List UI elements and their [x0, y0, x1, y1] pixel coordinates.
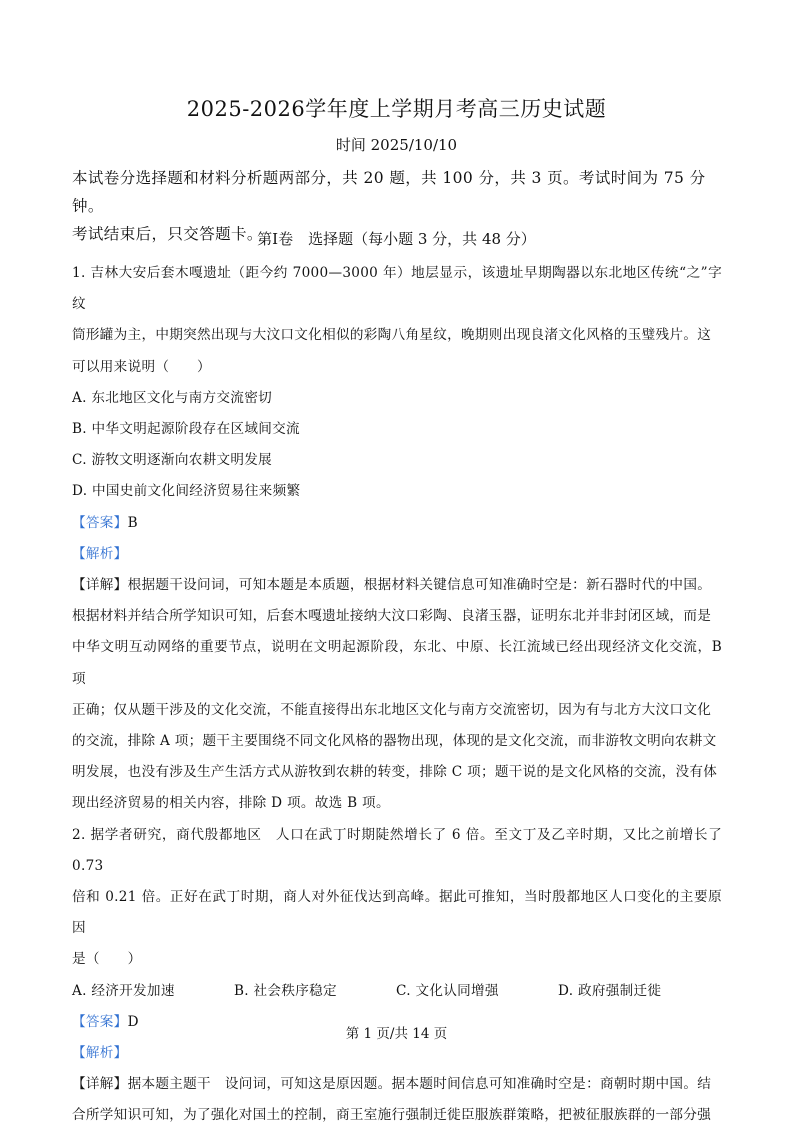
options-row	[72, 976, 722, 1007]
question-stem-line: 1. 吉林大安后套木嘎遗址（距今约 7000—3000 年）地层显示，该遗址早期陶器以东北地区传统“之”字纹	[72, 265, 722, 313]
option-a: A. 东北地区文化与南方交流密切	[72, 389, 272, 406]
option-d: D. 中国史前文化间经济贸易往来频繁	[72, 483, 301, 500]
answer-label: 【答案】	[72, 514, 128, 531]
detail-line: 现出经济贸易的相关内容，排除 D 项。故选 B 项。	[72, 795, 390, 812]
detail-label: 【详解】	[72, 577, 128, 594]
question-stem-line: 倍和 0.21 倍。正好在武丁时期，商人对外征伐达到高峰。据此可推知，当时殷都地区人口变化的主要原因	[72, 889, 722, 937]
option-d: D. 政府强制迁徙	[558, 982, 662, 999]
detail-line: 明发展，也没有涉及生产生活方式从游牧到农耕的转变，排除 C 项；题干说的是文化风格的交流，没有体	[72, 764, 718, 781]
question-stem-line: 筒形罐为主，中期突然出现与大汶口文化相似的彩陶八角星纹，晚期则出现良渚文化风格的玉璧残片。这	[72, 327, 712, 344]
exam-title: 2025-2026学年度上学期月考高三历史试题	[186, 97, 607, 121]
analysis-label: 【解析】	[72, 1045, 128, 1062]
detail-line: 正确；仅从题干涉及的文化交流，不能直接得出东北地区文化与南方交流密切，因为有与北方大汶口文化	[72, 701, 712, 718]
question-stem-line: 是（ ）	[72, 951, 142, 968]
detail-line: 的交流，排除 A 项；题干主要围绕不同文化风格的器物出现，体现的是文化交流，而非游牧文明向农耕文	[72, 733, 717, 750]
detail-line: 中华文明互动网络的重要节点，说明在文明起源阶段，东北、中原、长江流域已经出现经济文化交流，B 项	[72, 639, 722, 687]
detail-line: 根据材料并结合所学知识可知，后套木嘎遗址接纳大汶口彩陶、良渚玉器，证明东北并非封闭区域，而是	[72, 608, 712, 625]
answer-value: D	[127, 1013, 139, 1030]
page-footer: 第 1 页/共 14 页	[345, 1026, 448, 1042]
option-c: C. 文化认同增强	[396, 982, 499, 999]
section-title: 第Ⅰ卷 选择题（每小题 3 分，共 48 分）	[257, 230, 536, 248]
questions-content	[72, 258, 722, 1132]
answer-value: B	[127, 514, 138, 531]
option-c: C. 游牧文明逐渐向农耕文明发展	[72, 452, 273, 469]
analysis-line	[72, 539, 722, 570]
detail-label: 【详解】	[72, 1076, 128, 1093]
question-stem-line: 2. 据学者研究，商代殷都地区 人口在武丁时期陡然增长了 6 倍。至文丁及乙辛时期，又比之前增长了 0.73	[72, 826, 722, 874]
instructions-line: 本试卷分选择题和材料分析题两部分，共 20 题，共 100 分，共 3 页。考试时间为 75 分钟。	[72, 169, 706, 215]
analysis-label: 【解析】	[72, 545, 128, 562]
instructions-line: 考试结束后，只交答题卡。	[72, 225, 263, 243]
exam-date: 时间 2025/10/10	[335, 136, 458, 154]
answer-label: 【答案】	[72, 1013, 128, 1030]
detail-text: 根据题干设问词，可知本题是本质题，根据材料关键信息可知准确时空是：新石器时代的中国。	[127, 577, 712, 594]
question-stem-line: 可以用来说明（ ）	[72, 358, 211, 375]
detail-line	[72, 570, 722, 601]
option-b: B. 中华文明起源阶段存在区域间交流	[72, 421, 300, 438]
option-b: B. 社会秩序稳定	[234, 982, 337, 999]
detail-line	[72, 1069, 722, 1100]
answer-line	[72, 508, 722, 539]
option-a: A. 经济开发加速	[72, 982, 175, 999]
question-2	[72, 820, 722, 1132]
detail-text: 据本题主题干 设问词，可知这是原因题。据本题时间信息可知准确时空是：商朝时期中国。结	[127, 1076, 712, 1093]
question-1	[72, 258, 722, 820]
detail-line: 合所学知识可知，为了强化对国土的控制，商王室施行强制迁徙臣服族群策略，把被征服族群的一部分强	[72, 1107, 712, 1124]
